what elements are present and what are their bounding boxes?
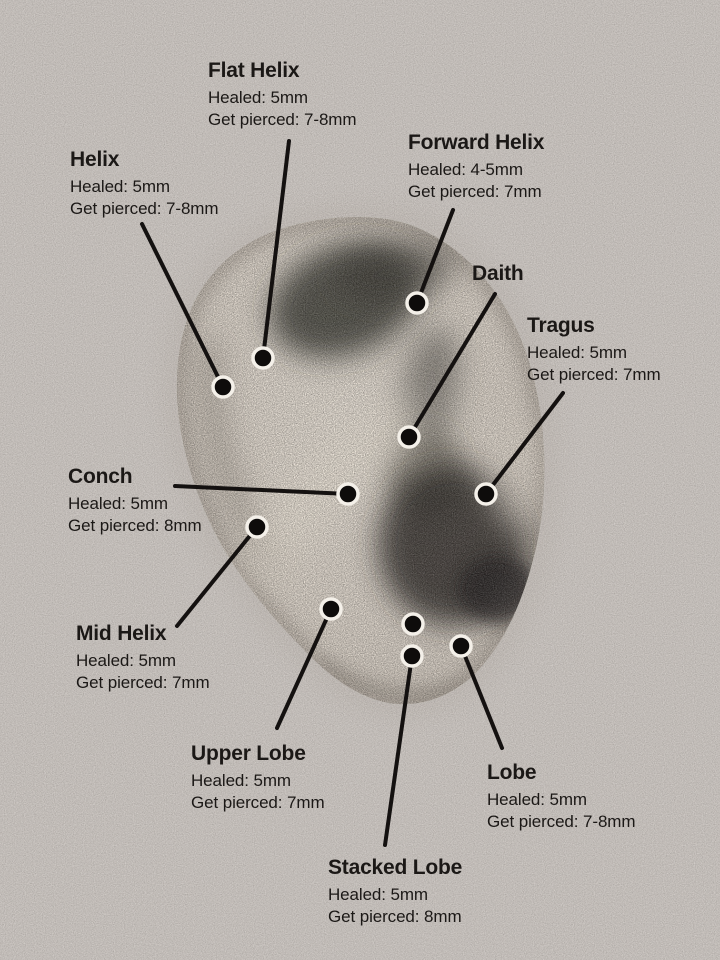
piercing-healed-size: Healed: 5mm bbox=[68, 494, 168, 513]
piercing-name: Lobe bbox=[487, 761, 537, 784]
label-stacked-lobe bbox=[328, 855, 462, 927]
piercing-healed-size: Healed: 5mm bbox=[208, 88, 308, 107]
piercing-pierced-size: Get pierced: 8mm bbox=[328, 906, 462, 926]
piercing-name: Upper Lobe bbox=[191, 742, 306, 765]
piercing-pierced-size: Get pierced: 7-8mm bbox=[487, 811, 636, 831]
piercing-pierced-size: Get pierced: 7mm bbox=[408, 181, 542, 201]
piercing-healed-size: Healed: 5mm bbox=[191, 771, 291, 790]
piercing-name: Forward Helix bbox=[408, 131, 545, 154]
piercing-pierced-size: Get pierced: 7mm bbox=[76, 672, 210, 692]
piercing-name: Conch bbox=[68, 465, 133, 488]
piercing-healed-size: Healed: 5mm bbox=[487, 790, 587, 809]
label-mid-helix bbox=[76, 621, 210, 693]
piercing-name: Helix bbox=[70, 148, 120, 171]
label-upper-lobe bbox=[191, 741, 325, 813]
piercing-healed-size: Healed: 5mm bbox=[70, 177, 170, 196]
label-helix bbox=[70, 147, 218, 219]
label-tragus bbox=[527, 313, 661, 385]
label-lobe bbox=[487, 760, 635, 832]
piercing-pierced-size: Get pierced: 7mm bbox=[527, 364, 661, 384]
piercing-name: Flat Helix bbox=[208, 59, 300, 82]
piercing-pierced-size: Get pierced: 7-8mm bbox=[70, 198, 219, 218]
piercing-name: Stacked Lobe bbox=[328, 856, 463, 879]
piercing-name: Mid Helix bbox=[76, 622, 167, 645]
piercing-healed-size: Healed: 5mm bbox=[328, 885, 428, 904]
piercing-healed-size: Healed: 5mm bbox=[76, 651, 176, 670]
label-daith bbox=[472, 261, 524, 290]
piercing-name: Tragus bbox=[527, 314, 595, 337]
label-flat-helix bbox=[208, 58, 356, 130]
label-conch bbox=[68, 464, 202, 536]
piercing-name: Daith bbox=[472, 262, 524, 285]
label-forward-helix bbox=[408, 130, 544, 202]
piercing-pierced-size: Get pierced: 8mm bbox=[68, 515, 202, 535]
piercing-healed-size: Healed: 5mm bbox=[527, 343, 627, 362]
piercing-pierced-size: Get pierced: 7-8mm bbox=[208, 109, 357, 129]
piercing-healed-size: Healed: 4-5mm bbox=[408, 160, 523, 179]
piercing-pierced-size: Get pierced: 7mm bbox=[191, 792, 325, 812]
